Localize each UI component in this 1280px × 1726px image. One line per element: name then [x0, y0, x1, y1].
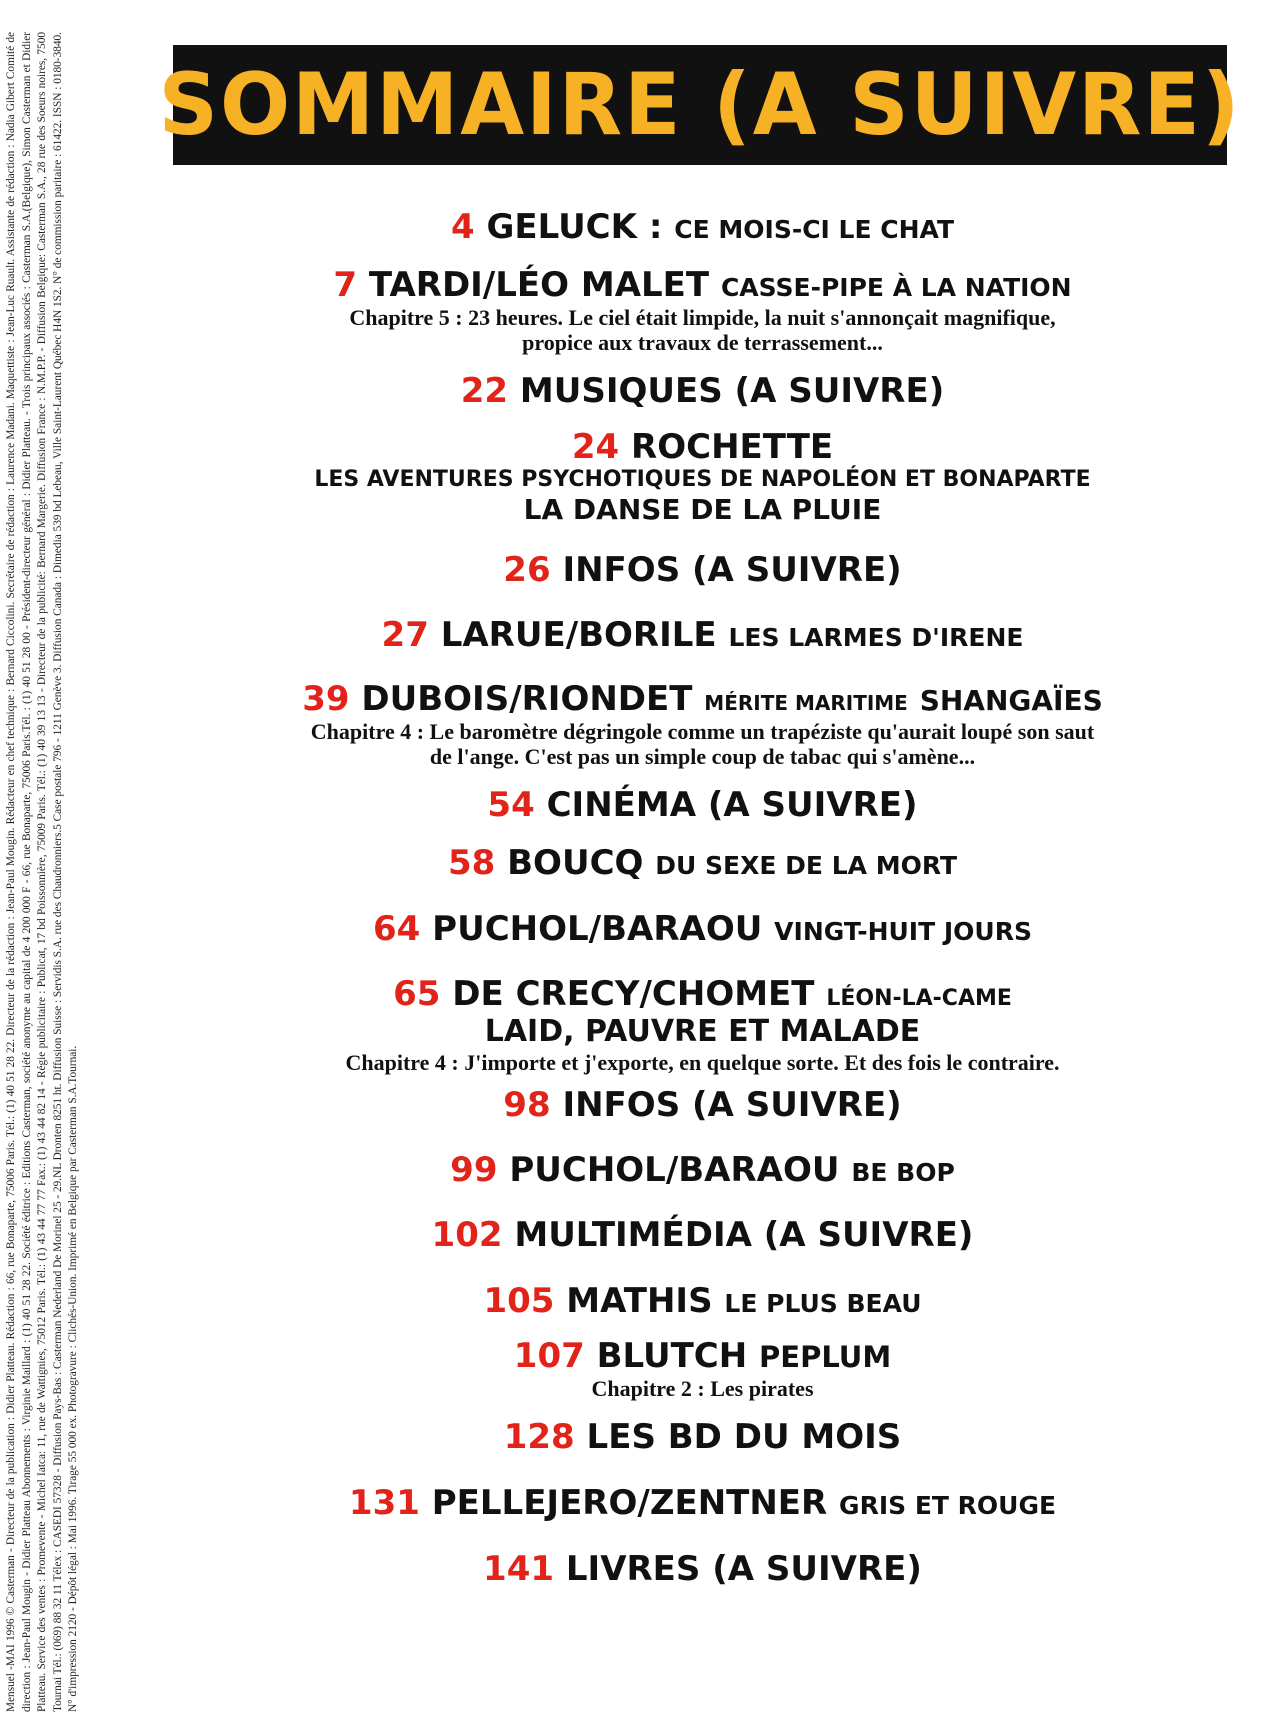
entry-work: CE MOIS-CI LE CHAT [674, 215, 955, 244]
entry-work: LES LARMES D'IRENE [728, 623, 1024, 652]
toc-entry [125, 786, 1280, 825]
description-line: Chapitre 2 : Les pirates [591, 1376, 814, 1402]
toc-entry-heading [125, 975, 1280, 1014]
page-number[interactable]: 141 [483, 1549, 555, 1589]
colophon-text: Mensuel -MAI 1996 © Casterman - Directeur de la publication : Didier Platteau. Rédaction : 66, rue Bonaparte, 75006 Paris. Tél.: (1) 40 51 28 22. Directeur de la rédaction : Jean-Paul Mougin. Rédacteur en chef technique : Bernard Ciccolini. Secrétaire de rédaction : Laurence Madani. Maquettiste : Jean-Luc Ruault. Assistante de rédaction : Nadia Gibert Comité de direction : Jean-Paul Mougin - Didier Platteau Abonnements : Virginie Maillard : (1) 40 51 28 22. Société éditrice : Editions Casterman, société anonyme au capital de 4 200 000 F - 66, rue Bonaparte, 75006 Paris.Tél. : (1) 40 51 28 00 - Président-directeur général : Didier Platteau. - Trois principaux associés : Casterman S.A.(Belgique), Simon Casterman et Didier Platteau. Service des ventes : Promevente - Michel Iatca: 11, rue de Wattignies, 75012 Paris. Tél.: (1) 43 44 77 77 Fax.: (1) 43 44 82 14 - Régie publicitaire : Publicat, 17 bd Poissonnière, 75009 Paris. Tél.: (1) 40 39 13 13 - Directeur de la publicité: Bernard Margerie. Diffusion France : N.M.P.P. - Diffusion Belgique: Casterman S.A., 28 rue des Soeurs noires, 7500 Tournai Tél.: (069) 88 32 11 Télex : CASEDI 57328 - Diffusion Pays-Bas : Casterman Nederland De Morinel 25 - 29.NL Dronten 8251 ht. Diffusion Suisse : Servidis S.A. rue des Chaudronniers.5 Case postale 796 - 1211 Genève 3. Diffusion Canada : Dimedia 539 bd Lebeau, Ville Saint-Laurent Québec H4N 1S2. N° de commission paritaire : 61422. ISSN : 0180-3840. N° d'impression 2120 - Dépôt légal : Mai 1996. Tirage 55 000 ex. Photogravure : Clichés-Union. Imprimé en Belgique par Casterman S.A.Tournai. [5, 32, 80, 1712]
page-number[interactable]: 22 [460, 371, 509, 411]
entry-author: CINÉMA (A SUIVRE) [546, 785, 918, 825]
toc-entry-heading [125, 1282, 1280, 1321]
entry-subtitle: LES AVENTURES PSYCHOTIQUES DE NAPOLÉON ET BONAPARTE [314, 467, 1091, 493]
entry-author: LIVRES (A SUIVRE) [565, 1549, 922, 1589]
page-number[interactable]: 107 [513, 1336, 585, 1376]
toc-entry [125, 551, 1280, 590]
entry-author: GELUCK : [486, 207, 663, 247]
entry-work: PEPLUM [759, 1340, 892, 1374]
entry-work: SHANGAÏES [919, 684, 1103, 717]
toc-entry-heading [125, 1418, 1280, 1457]
title-banner [158, 45, 1242, 165]
page-number[interactable]: 54 [487, 785, 535, 825]
toc-entry [125, 1216, 1280, 1255]
page-number[interactable]: 7 [333, 265, 358, 305]
entry-author: MUSIQUES (A SUIVRE) [519, 371, 945, 411]
page-number[interactable]: 105 [483, 1281, 555, 1321]
page-number[interactable]: 65 [393, 974, 441, 1014]
toc-entry-heading [125, 1086, 1280, 1125]
toc-entry [125, 1086, 1280, 1125]
entry-description [125, 1376, 1280, 1401]
page-number[interactable]: 58 [447, 843, 496, 883]
page-number[interactable]: 4 [450, 207, 475, 247]
description-line: de l'ange. C'est pas un simple coup de tabac qui s'amène... [429, 744, 976, 770]
toc-entry [125, 616, 1280, 655]
page-number[interactable]: 99 [450, 1150, 498, 1190]
entry-work: BE BOP [851, 1158, 955, 1187]
description-line: propice aux travaux de terrassement... [522, 330, 883, 356]
toc-entry-heading [125, 208, 1280, 247]
entry-description [125, 719, 1280, 769]
entry-author: LARUE/BORILE [440, 615, 717, 655]
toc-entry [125, 975, 1280, 1075]
toc-entry-heading [125, 910, 1280, 949]
entry-author: TARDI/LÉO MALET [368, 265, 710, 305]
toc-entry-heading [125, 616, 1280, 655]
entry-author: DUBOIS/RIONDET [361, 679, 693, 719]
entry-description [125, 1050, 1280, 1075]
colophon-sidebar [0, 0, 125, 1726]
toc-entry-heading [125, 428, 1280, 467]
entry-work-small: LÉON-LA-CAME [826, 986, 1012, 1011]
toc-entry-heading [125, 551, 1280, 590]
entry-author: DE CRECY/CHOMET [452, 974, 815, 1014]
toc-entry-heading [125, 1216, 1280, 1255]
toc-entry [125, 266, 1280, 355]
entry-work: VINGT-HUIT JOURS [774, 917, 1032, 946]
entry-work-small: MÉRITE MARITIME [704, 691, 908, 715]
toc-entry-heading [125, 1151, 1280, 1190]
toc-entry [125, 1151, 1280, 1190]
toc-entry-heading [125, 1550, 1280, 1589]
entry-author: MATHIS [566, 1281, 713, 1321]
entry-subtitle: LAID, PAUVRE ET MALADE [484, 1014, 921, 1050]
entry-author: INFOS (A SUIVRE) [562, 550, 902, 590]
toc-entry-heading [125, 844, 1280, 883]
toc-entry [125, 844, 1280, 883]
toc-entry-heading [125, 372, 1280, 411]
toc-entry [125, 1550, 1280, 1589]
toc-entry [125, 428, 1280, 527]
toc-entry-heading [125, 1337, 1280, 1376]
page-number[interactable]: 39 [302, 679, 350, 719]
page-number[interactable]: 102 [431, 1215, 503, 1255]
entry-description [125, 305, 1280, 355]
entry-subtitle: LA DANSE DE LA PLUIE [523, 493, 882, 527]
toc-entry-heading [125, 680, 1280, 719]
entry-author: BOUCQ [507, 843, 644, 883]
page-number[interactable]: 27 [381, 615, 429, 655]
entry-work: DU SEXE DE LA MORT [655, 851, 958, 880]
description-line: Chapitre 5 : 23 heures. Le ciel était limpide, la nuit s'annonçait magnifique, [349, 305, 1056, 331]
page-number[interactable]: 128 [503, 1417, 575, 1457]
entry-author: PUCHOL/BARAOU [432, 909, 763, 949]
entry-work: CASSE-PIPE À LA NATION [720, 273, 1072, 302]
description-line: Chapitre 4 : Le baromètre dégringole comme un trapéziste qu'aurait loupé son saut [310, 719, 1095, 745]
entry-work: GRIS ET ROUGE [839, 1491, 1057, 1520]
toc-entry [125, 1418, 1280, 1457]
toc-entry [125, 1337, 1280, 1401]
toc-entry [125, 1282, 1280, 1321]
entry-author: PUCHOL/BARAOU [509, 1150, 840, 1190]
toc-entry [125, 208, 1280, 247]
toc-entry [125, 372, 1280, 411]
entry-author: INFOS (A SUIVRE) [562, 1085, 902, 1125]
entry-work: LE PLUS BEAU [724, 1289, 922, 1318]
page-number[interactable]: 26 [503, 550, 551, 590]
toc-entry [125, 1484, 1280, 1523]
page-title: SOMMAIRE (A SUIVRE) [158, 55, 1242, 155]
page-number[interactable]: 98 [503, 1085, 551, 1125]
toc-entry-heading [125, 1484, 1280, 1523]
entry-author: BLUTCH [596, 1336, 748, 1376]
description-line: Chapitre 4 : J'importe et j'exporte, en quelque sorte. Et des fois le contraire. [345, 1050, 1060, 1076]
page-number[interactable]: 64 [373, 909, 421, 949]
entry-author: MULTIMÉDIA (A SUIVRE) [514, 1215, 974, 1255]
entry-author: LES BD DU MOIS [586, 1417, 902, 1457]
toc-entry [125, 680, 1280, 769]
page-number[interactable]: 131 [348, 1483, 420, 1523]
entry-author: ROCHETTE [631, 427, 834, 467]
toc-entry [125, 910, 1280, 949]
entry-author: PELLEJERO/ZENTNER [431, 1483, 828, 1523]
toc-entry-heading [125, 266, 1280, 305]
toc-entry-heading [125, 786, 1280, 825]
page-number[interactable]: 24 [571, 427, 620, 467]
